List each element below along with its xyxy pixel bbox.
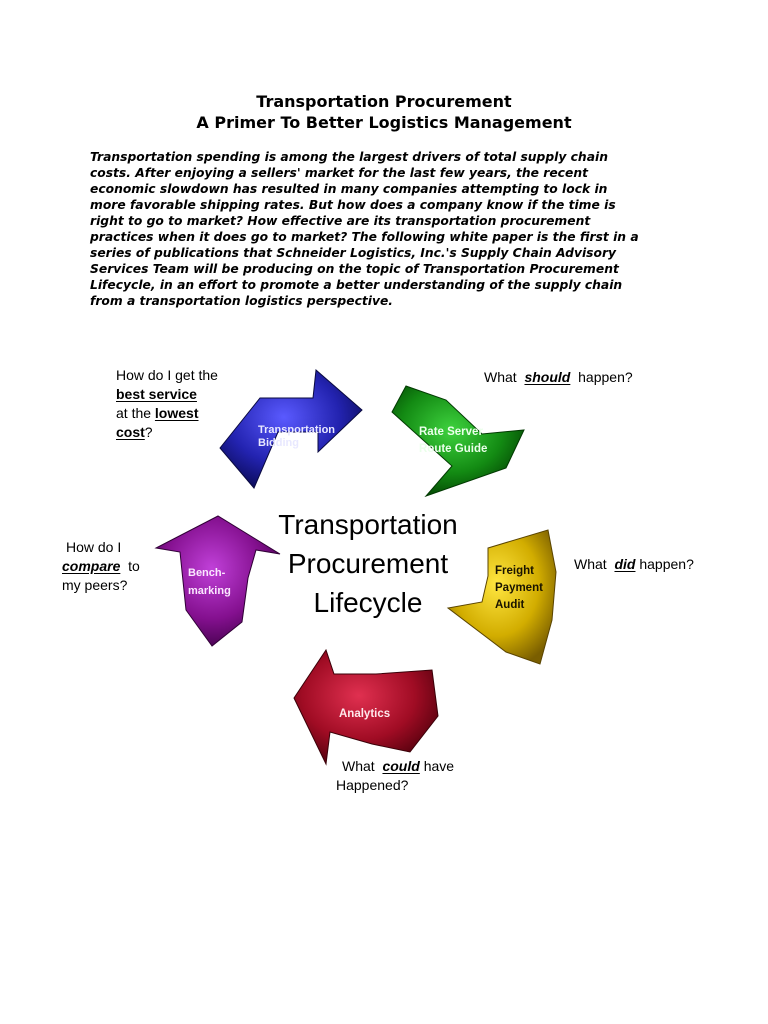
abstract-line: practices when it does go to market? The following white paper is the first in a [90,230,639,244]
abstract-line: economic slowdown has resulted in many companies attempting to lock in [90,182,608,196]
question-should: What should happen? [484,369,633,385]
abstract-line: costs. After enjoying a sellers' market for the last few years, the recent [90,166,588,180]
abstract-line: from a transportation logistics perspective. [90,294,393,308]
bidding-label: Transportation Bidding [258,424,336,449]
question-could: What could have Happened? [336,758,455,793]
abstract-line: Services Team will be producing on the topic of Transportation Procurement [90,262,619,276]
abstract-line: more favorable shipping rates. But how does a company know if the time is [90,198,616,212]
center-title-line: Procurement [287,548,449,579]
abstract-line: right to go to market? How effective are its transportation procurement [90,214,591,228]
title-line-2: A Primer To Better Logistics Management [196,113,572,132]
analytics-label: Analytics [339,708,391,720]
benchmarking-label: Bench- marking [188,567,231,597]
abstract-line: Lifecycle, in an effort to promote a better understanding of the supply chain [90,278,623,292]
rate-server-label: Rate Server Route Guide [419,426,488,455]
question-best-service: How do I get the best service at the lowest cost? [116,367,218,440]
center-title-line: Lifecycle [313,587,423,618]
abstract-line: series of publications that Schneider Logistics, Inc.'s Supply Chain Advisory [90,246,617,260]
question-did: What did happen? [574,556,694,572]
center-title-line: Transportation [278,509,458,540]
freight-label: Freight Payment Audit [495,565,543,611]
diagram-center-title [248,505,488,622]
title-line-1: Transportation Procurement [256,92,512,111]
question-compare: How do I compare to my peers? [62,539,140,593]
abstract-line: Transportation spending is among the largest drivers of total supply chain [90,150,608,164]
